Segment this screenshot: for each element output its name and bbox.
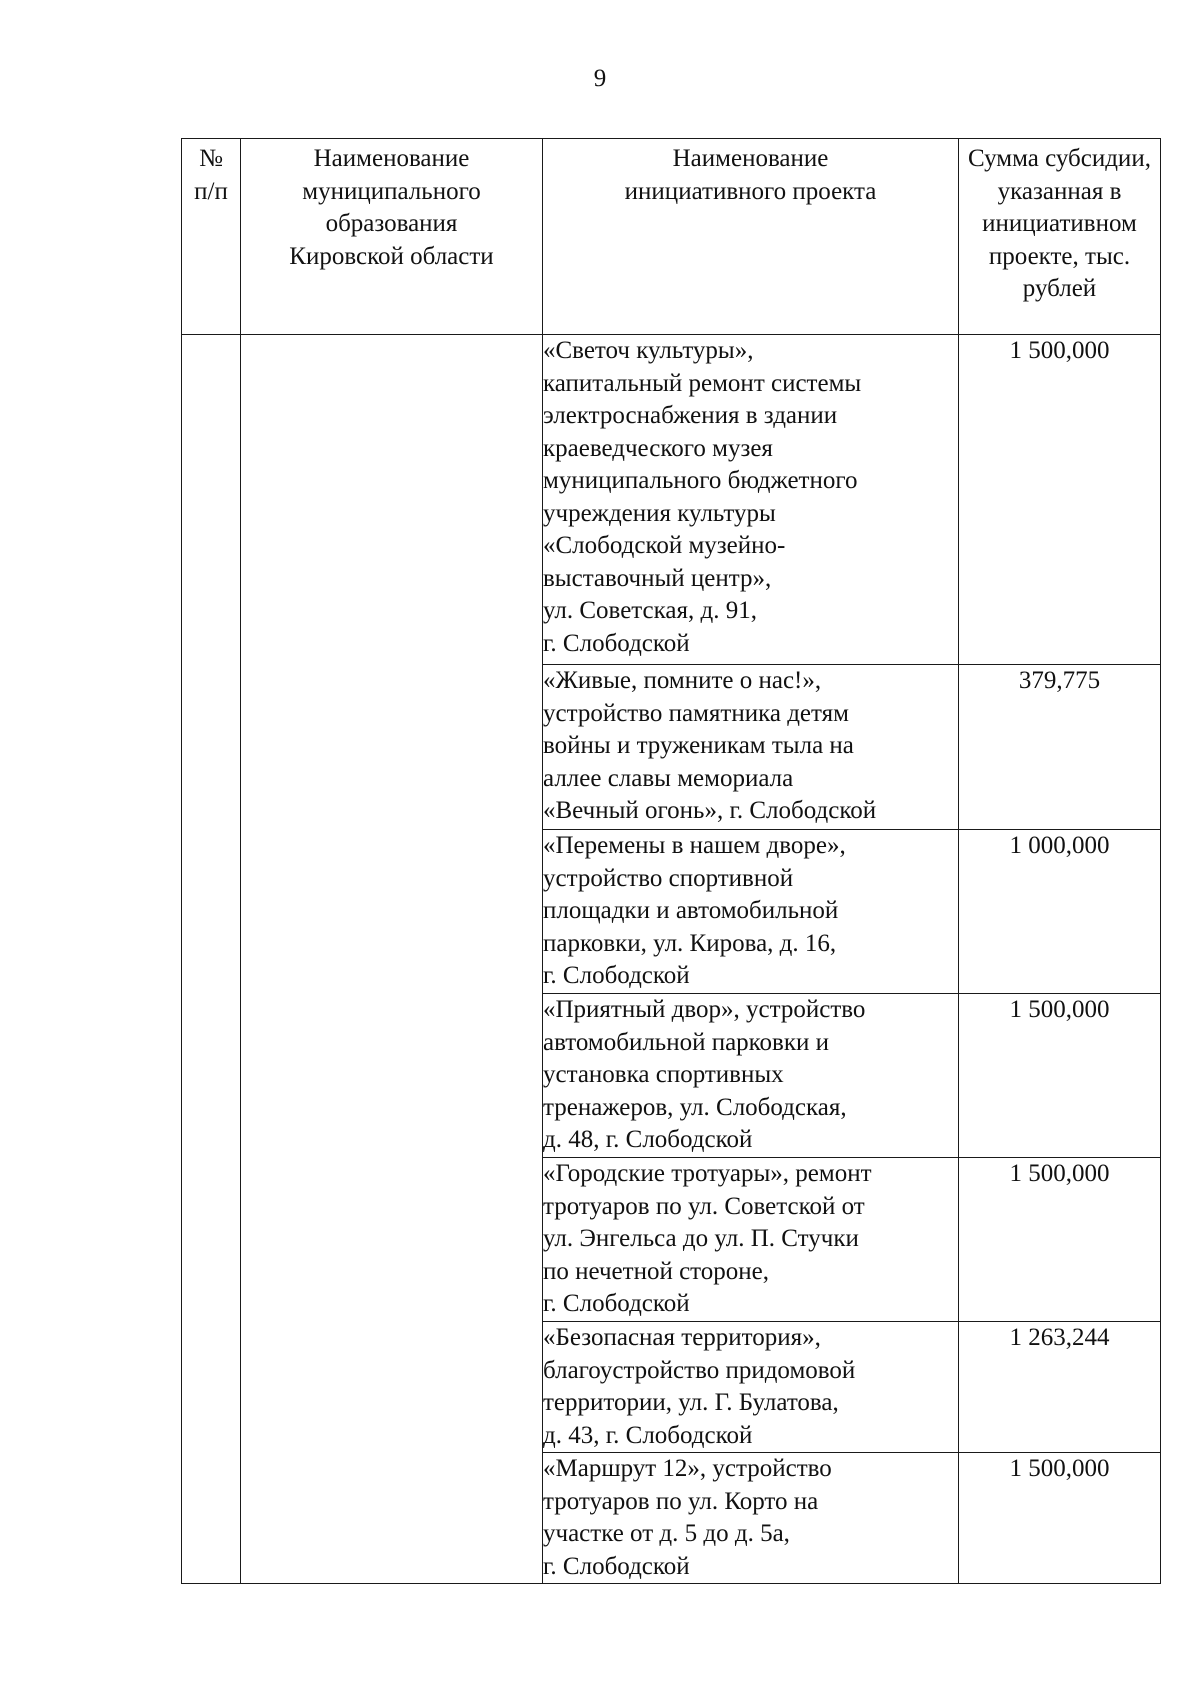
table-row <box>182 335 1161 665</box>
subsidy-amount-cell: 1 500,000 <box>959 1158 1161 1322</box>
row-number-cell <box>182 335 241 1584</box>
project-name-cell: «Маршрут 12», устройство тротуаров по ул. Корто на участке от д. 5 до д. 5а, г. Слободской <box>543 1453 959 1584</box>
subsidy-amount-cell: 1 500,000 <box>959 1453 1161 1584</box>
subsidy-table <box>181 138 1161 1584</box>
subsidy-amount-cell: 1 500,000 <box>959 994 1161 1158</box>
project-name-cell: «Живые, помните о нас!», устройство памятника детям войны и труженикам тыла на аллее славы мемориала «Вечный огонь», г. Слободской <box>543 665 959 830</box>
table-header-row <box>182 139 1161 335</box>
project-name-cell: «Перемены в нашем дворе», устройство спортивной площадки и автомобильной парковки, ул. Кирова, д. 16, г. Слободской <box>543 830 959 994</box>
header-number: № п/п <box>182 139 241 335</box>
project-name-cell: «Городские тротуары», ремонт тротуаров по ул. Советской от ул. Энгельса до ул. П. Стучки по нечетной стороне, г. Слободской <box>543 1158 959 1322</box>
project-name-cell: «Светоч культуры», капитальный ремонт системы электроснабжения в здании краеведческого музея муниципального бюджетного учреждения культуры «Слободской музейно- выставочный центр», ул. Советская, д. 91, г. Слободской <box>543 335 959 665</box>
subsidy-amount-cell: 379,775 <box>959 665 1161 830</box>
project-name-cell: «Приятный двор», устройство автомобильной парковки и установка спортивных тренажеров, ул. Слободская, д. 48, г. Слободской <box>543 994 959 1158</box>
subsidy-amount-cell: 1 263,244 <box>959 1322 1161 1453</box>
header-project: Наименование инициативного проекта <box>543 139 959 335</box>
project-name-cell: «Безопасная территория», благоустройство придомовой территории, ул. Г. Булатова, д. 43, г. Слободской <box>543 1322 959 1453</box>
page-number: 9 <box>593 65 607 92</box>
subsidy-amount-cell: 1 500,000 <box>959 335 1161 665</box>
subsidy-amount-cell: 1 000,000 <box>959 830 1161 994</box>
header-amount: Сумма субсидии, указанная в инициативном проекте, тыс. рублей <box>959 139 1161 335</box>
header-municipality: Наименование муниципального образования Кировской области <box>241 139 543 335</box>
municipality-cell <box>241 335 543 1584</box>
